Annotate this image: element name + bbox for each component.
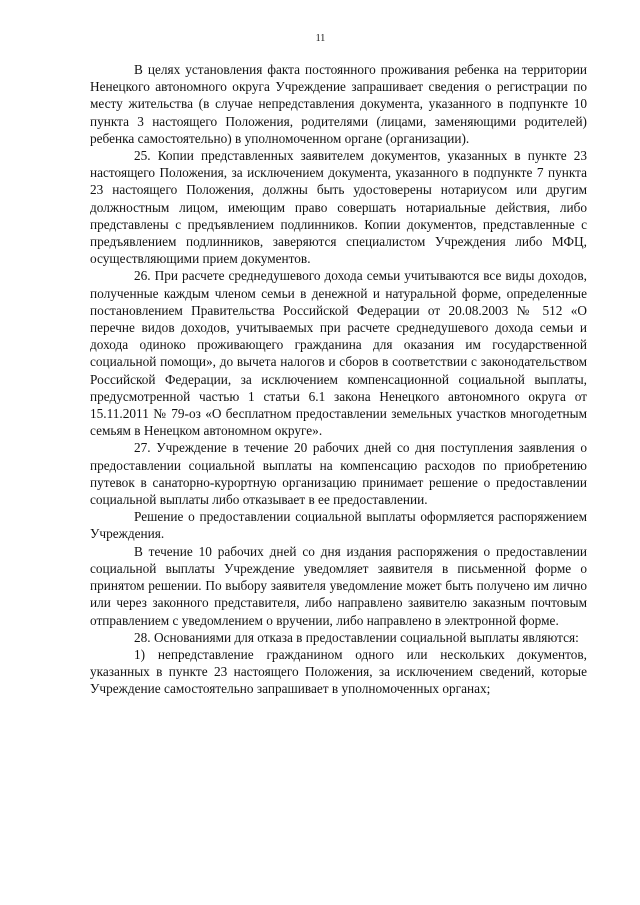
paragraph-27-decision-period: 27. Учреждение в течение 20 рабочих дней со дня поступления заявления о предоставлении социальной выплаты на компенсацию расходов по приобретению путевок в санаторно-курортную организацию принимает решение о предоставлении социальной выплаты либо отказывает в ее предоставлении. [90, 440, 587, 508]
paragraph-25-document-copies: 25. Копии представленных заявителем документов, указанных в пункте 23 настоящего Положения, за исключением документа, указанного в подпункте 7 пункта 23 настоящего Положения, должны быть удостоверены нотариусом или другим должностным лицом, имеющим право совершать нотариальные действия, либо представлены с предъявлением подлинников. Копии документов, представленные с предъявлением подлинников, заверяются специалистом Учреждения либо МФЦ, осуществляющими прием документов. [90, 148, 587, 267]
paragraph-decision-formalization: Решение о предоставлении социальной выплаты оформляется распоряжением Учреждения. [90, 509, 587, 542]
paragraph-26-income-calculation: 26. При расчете среднедушевого дохода семьи учитываются все виды доходов, полученные каждым членом семьи в денежной и натуральной форме, определенные постановлением Правительства Российской Федерации от 20.08.2003 № 512 «О перечне видов доходов, учитываемых при расчете среднедушевого дохода семьи и дохода одиноко проживающего гражданина для оказания им государственной социальной помощи», до вычета налогов и сборов в соответствии с законодательством Российской Федерации, за исключением компенсационной социальной выплаты, предусмотренной частью 1 статьи 6.1 закона Ненецкого автономного округа от 15.11.2011 № 79-оз «О бесплатном предоставлении земельных участков многодетным семьям в Ненецком автономном округе». [90, 268, 587, 439]
paragraph-28-item-1: 1) непредставление гражданином одного или нескольких документов, указанных в пункте 23 настоящего Положения, за исключением сведений, которые Учреждение самостоятельно запрашивает в уполномоченных органах; [90, 646, 587, 697]
page-number: 11 [315, 33, 326, 44]
paragraph-28-refusal-grounds: 28. Основаниями для отказа в предоставлении социальной выплаты являются: [134, 629, 579, 645]
paragraph-residence-verification: В целях установления факта постоянного проживания ребенка на территории Ненецкого автономного округа Учреждение запрашивает сведения о регистрации по месту жительства (в случае непредставления документа, указанного в подпункте 10 пункта 3 настоящего Положения, родителями (лицами, заменяющими родителей) ребенка самостоятельно) в уполномоченном органе (организации). [90, 62, 587, 146]
paragraph-notification: В течение 10 рабочих дней со дня издания распоряжения о предоставлении социальной выплаты Учреждение уведомляет заявителя в письменной форме о принятом решении. По выбору заявителя уведомление может быть получено им лично или через законного представителя, либо направлено заявителю заказным почтовым отправлением с уведомлением о вручении, либо направлено в электронной форме. [90, 543, 587, 628]
